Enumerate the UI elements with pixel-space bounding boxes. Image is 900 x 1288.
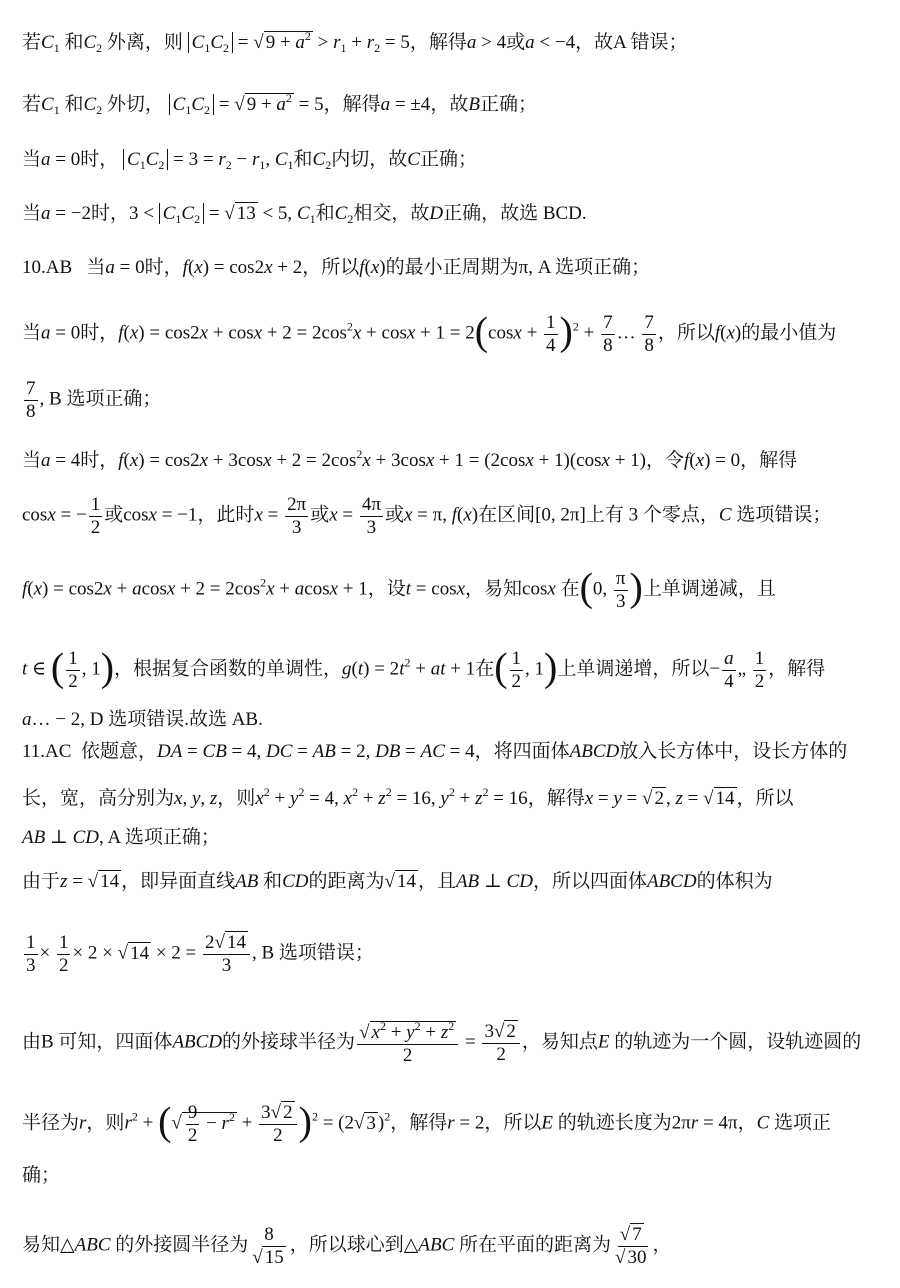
line-10: $f(x) = \cos 2x + acosx + 2 = 2\cos^2x + acosx + 1$，设t = cosx，易知cosx 在(0, $\frac{\pi}{3}$ )上单调递减，且 bbox=[22, 564, 776, 612]
line-5: 10.AB 当a = 0时，f(x) = cos2x + 2，所以f(x)的最小正周期为π, A 选项正确； bbox=[22, 257, 651, 278]
line-3: 当a = 0时， $C_1C_2 = 3 = r_2 - r_1$, $C_1$和$C_2$内切，故C正确； bbox=[22, 149, 477, 172]
line-2: 若$C_1$ 和$C_2$ 外切， $C_1C_2$ = √ $9 + a^2 = 5$，解得a = ±4，故B正确； bbox=[22, 91, 537, 117]
line-11: t ∈ ( $\frac{1}{2}$ , 1)，根据复合函数的单调性，$g(t) = 2t^2$ + at + 1在( $\frac{1}{2}$ , 1)上单调递增，所以− $\frac{a}{4}$ „ $\frac{1}{2}$ ，解得 bbox=[22, 644, 826, 692]
line-17: $\frac{1}{3}$ × $\frac{1}{2}$ × 2 × √ 14 × 2 = $\frac{2√ 14}{3}$ , B 选项错误； bbox=[26, 932, 374, 976]
line-14: 长，宽，高分别为x, y, z，则$x^2 + y^2 = 4$, $x^2 + z^2 = 16$, $y^2 + z^2 = 16$，解得x = y = √ 2 , z = √ 14 ，所以 bbox=[22, 785, 794, 809]
line-4: 当a = −2时，$3 < C_1C_2$ = √ 13 < 5, $C_1$和$C_2$相交，故D正确，故选 BCD. bbox=[22, 203, 587, 226]
line-13: 11.AC 依题意，DA = CB = 4, DC = AB = 2, DB = AC = 4，将四面体ABCD放入长方体中，设长方体的 bbox=[22, 741, 848, 762]
line-9: cosx = − $\frac{1}{2}$ 或cosx = −1，此时x = $\frac{2\pi}{3}$ 或x = $\frac{4\pi}{3}$ 或x = π, f(x)在区间[0, 2π]上有 3 个零点，C 选项错误； bbox=[22, 494, 832, 538]
line-15: AB ⊥ CD, A 选项正确； bbox=[22, 827, 220, 848]
line-1: 若$C_1$ 和$C_2$ 外离，则 $C_1C_2$ = √ $9 + a^2 > r_1 + r_2 = 5$，解得a > 4或a < −4，故A 错误； bbox=[22, 29, 688, 55]
line-12: a… − 2, D 选项错误.故选 AB. bbox=[22, 709, 263, 730]
line-21: 易知△ABC 的外接圆半径为 $\frac{8}{√ 15}$ ，所以球心到△ABC 所在平面的距离为 $\frac{√ 7}{√ 30}$ ， bbox=[22, 1224, 672, 1268]
line-20: 确； bbox=[22, 1165, 61, 1186]
line-19: 半径为r，则$r^2$ + (√ $\frac{9}{2}$ − $r^2$ + $\frac{3√ 2}{2}$ )$^2$ = (2√ 3 )$^2$，解得r = 2，所以E 的轨迹长度为2πr = 4π，C 选项正 bbox=[22, 1098, 832, 1146]
line-7: $\frac{7}{8}$ , B 选项正确； bbox=[26, 378, 162, 422]
line-18: 由B 可知，四面体ABCD的外接球半径为 $\frac{√ x^2 + y^2 + z^2}{2}$ = $\frac{3√ 2}{2}$ ，易知点E 的轨迹为一个圆，设轨迹圆的 bbox=[22, 1019, 862, 1066]
line-6: 当a = 0时，$f(x) = \cos 2x + \cos x + 2 = 2\cos^2x + \cos x + 1 = 2(\cos x$ + $\frac{1}{4}$ )$^2$ + $\frac{7}{8}$ … $\frac{7}{8}$ ，所以f(x)的最小值为 bbox=[22, 308, 837, 356]
line-8: 当a = 4时，$f(x) = \cos 2x + 3\cos x + 2 = 2\cos^2x + 3\cos x + 1 = (2\cos x + 1)(\cos x + 1)$，令f(x) = 0，解得 bbox=[22, 447, 798, 471]
line-16: 由于z = √ 14 ，即异面直线AB 和CD的距离为√ 14 ，且AB ⊥ CD，所以四面体ABCD的体积为 bbox=[22, 871, 773, 892]
